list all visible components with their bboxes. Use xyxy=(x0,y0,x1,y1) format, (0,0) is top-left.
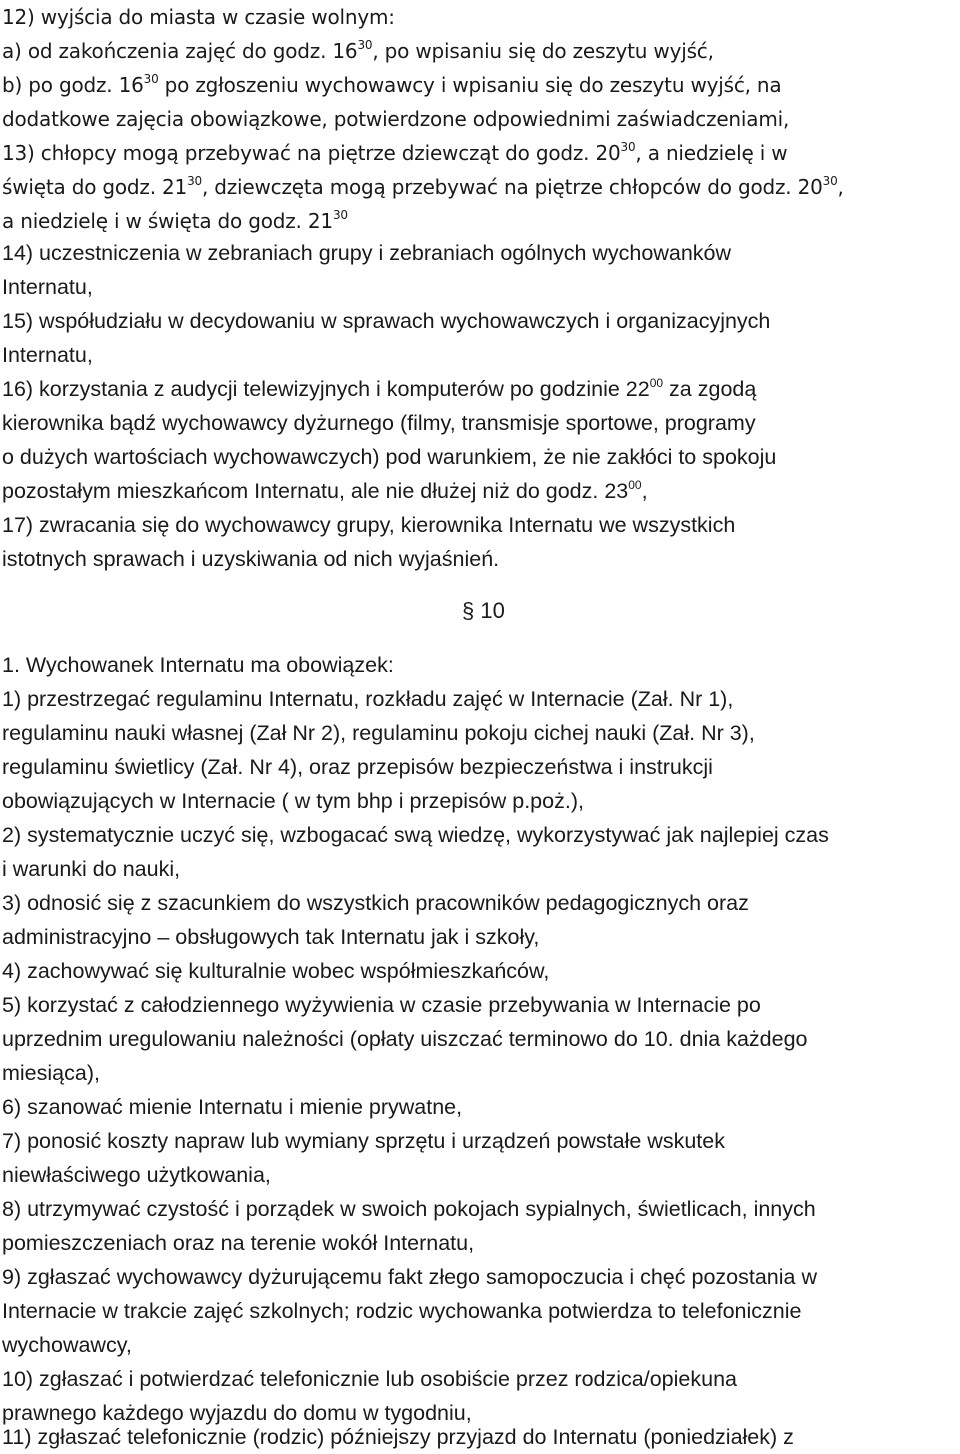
text-line: kierownika bądź wychowawcy dyżurnego (filmy, transmisje sportowe, programy xyxy=(2,411,756,435)
text-line: 9) zgłaszać wychowawcy dyżurującemu fakt złego samopoczucia i chęć pozostania w xyxy=(2,1265,817,1289)
text-line: istotnych sprawach i uzyskiwania od nich wyjaśnień. xyxy=(2,547,500,571)
text-line: Internatu, xyxy=(2,275,93,299)
text-line: administracyjno – obsługowych tak Internatu jak i szkoły, xyxy=(2,925,540,949)
text-line: 10) zgłaszać i potwierdzać telefonicznie lub osobiście przez rodzica/opiekuna xyxy=(2,1367,737,1391)
text-line: regulaminu świetlicy (Zał. Nr 4), oraz przepisów bezpieczeństwa i instrukcji xyxy=(2,755,713,779)
text-line: 4) zachowywać się kulturalnie wobec współmieszkańców, xyxy=(2,959,550,983)
text-line: 8) utrzymywać czystość i porządek w swoich pokojach sypialnych, świetlicach, innych xyxy=(2,1197,816,1221)
text-line: regulaminu nauki własnej (Zał Nr 2), regulaminu pokoju cichej nauki (Zał. Nr 3), xyxy=(2,721,755,745)
text-line: pozostałym mieszkańcom Internatu, ale nie dłużej niż do godz. $23^{00}$, xyxy=(2,478,648,503)
text-line: 7) ponosić koszty napraw lub wymiany sprzętu i urządzeń powstałe wskutek xyxy=(2,1129,725,1153)
text-line: 13) chłopcy mogą przebywać na piętrze dziewcząt do godz. $20^{30}$, a niedzielę i w xyxy=(2,140,788,165)
text-line: 2) systematycznie uczyć się, wzbogacać swą wiedzę, wykorzystywać jak najlepiej czas xyxy=(2,823,829,847)
text-line: 3) odnosić się z szacunkiem do wszystkich pracowników pedagogicznych oraz xyxy=(2,891,749,915)
text-line: b) po godz. $16^{30}$ po zgłoszeniu wychowawcy i wpisaniu się do zeszytu wyjść, na xyxy=(2,72,782,97)
text-line: 12) wyjścia do miasta w czasie wolnym: xyxy=(2,5,395,29)
text-line: uprzednim uregulowaniu należności (opłaty uiszczać terminowo do 10. dnia każdego xyxy=(2,1027,808,1051)
text-line: 5) korzystać z całodziennego wyżywienia w czasie przebywania w Internacie po xyxy=(2,993,761,1017)
text-line: dodatkowe zajęcia obowiązkowe, potwierdzone odpowiednimi zaświadczeniami, xyxy=(2,107,790,131)
text-line: święta do godz. $21^{30}$, dziewczęta mogą przebywać na piętrze chłopców do godz. $20^{30}$, xyxy=(2,174,844,199)
text-line: 6) szanować mienie Internatu i mienie prywatne, xyxy=(2,1095,463,1119)
text-line: 16) korzystania z audycji telewizyjnych i komputerów po godzinie $22^{00}$ za zgodą xyxy=(2,376,757,401)
text-line: a) od zakończenia zajęć do godz. $16^{30}$, po wpisaniu się do zeszytu wyjść, xyxy=(2,38,714,63)
text-line: i warunki do nauki, xyxy=(2,857,181,881)
text-line: 11) zgłaszać telefonicznie (rodzic) późniejszy przyjazd do Internatu (poniedziałek) z xyxy=(2,1425,794,1449)
text-line: Internacie w trakcie zajęć szkolnych; rodzic wychowanka potwierdza to telefonicznie xyxy=(2,1299,802,1323)
text-line: pomieszczeniach oraz na terenie wokół Internatu, xyxy=(2,1231,475,1255)
text-line: niewłaściwego użytkowania, xyxy=(2,1163,271,1187)
text-line: obowiązujących w Internacie ( w tym bhp i przepisów p.poż.), xyxy=(2,789,584,813)
text-line: a niedzielę i w święta do godz. $21^{30}$ xyxy=(2,208,348,233)
text-line: 14) uczestniczenia w zebraniach grupy i zebraniach ogólnych wychowanków xyxy=(2,241,732,265)
text-line: wychowawcy, xyxy=(2,1333,132,1357)
text-line: 15) współudziału w decydowaniu w sprawach wychowawczych i organizacyjnych xyxy=(2,309,771,333)
text-line: o dużych wartościach wychowawczych) pod warunkiem, że nie zakłóci to spokoju xyxy=(2,445,777,469)
text-line: Internatu, xyxy=(2,343,93,367)
section-heading: § 10 xyxy=(462,598,505,623)
text-line: 17) zwracania się do wychowawcy grupy, kierownika Internatu we wszystkich xyxy=(2,513,736,537)
text-line: prawnego każdego wyjazdu do domu w tygodniu, xyxy=(2,1401,472,1425)
text-line: 1) przestrzegać regulaminu Internatu, rozkładu zajęć w Internacie (Zał. Nr 1), xyxy=(2,687,734,711)
text-line: miesiąca), xyxy=(2,1061,100,1085)
text-line: 1. Wychowanek Internatu ma obowiązek: xyxy=(2,653,394,677)
